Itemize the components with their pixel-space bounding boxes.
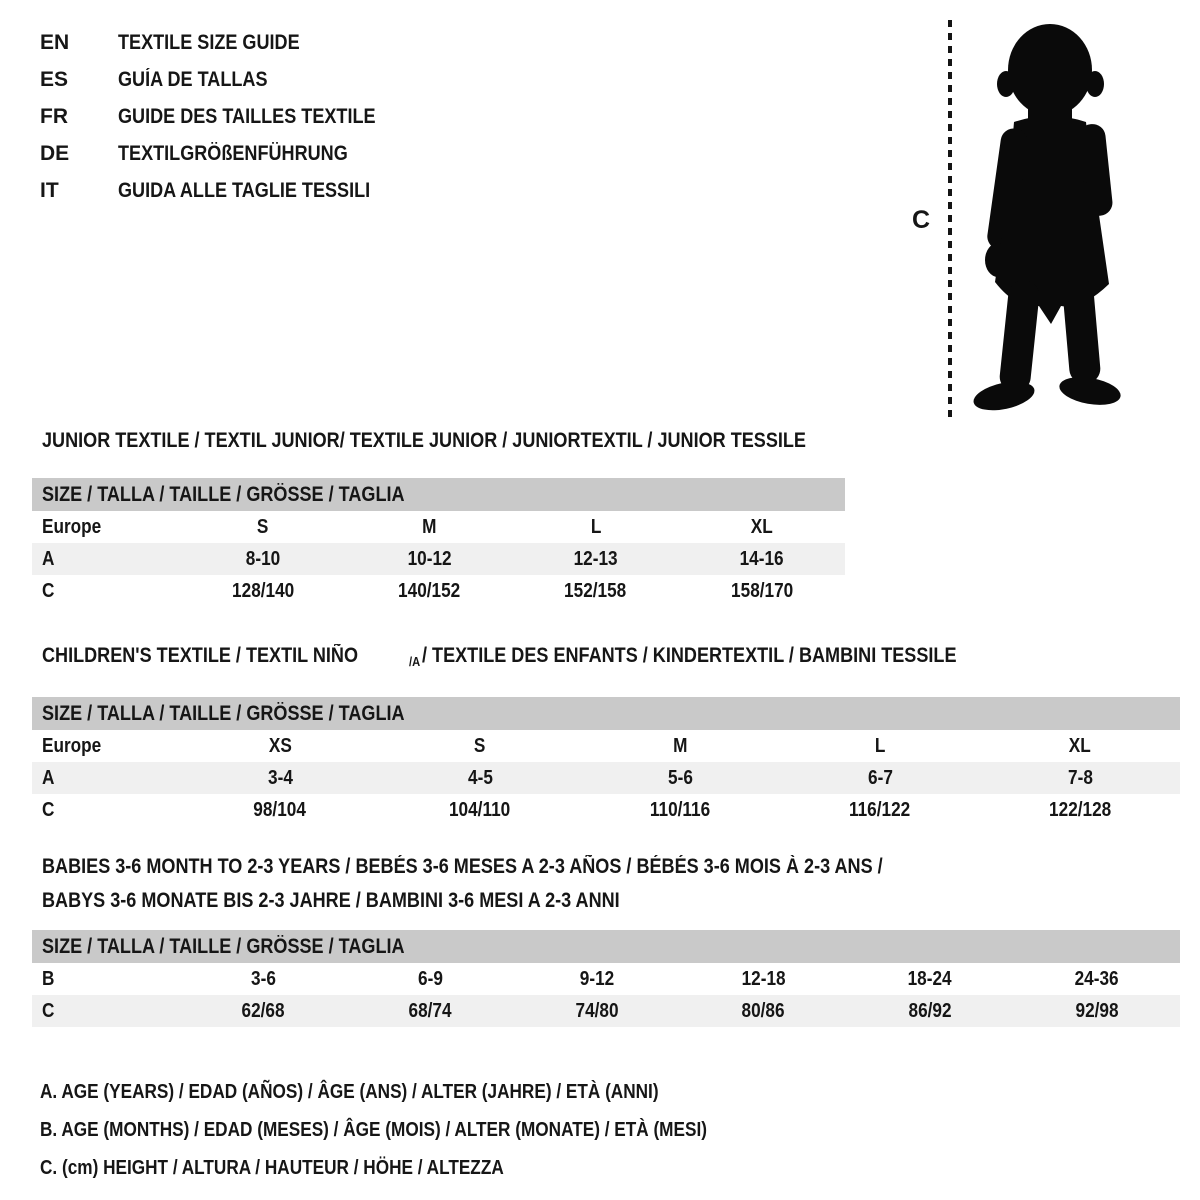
language-label: TEXTILE SIZE GUIDE [118,30,300,54]
value-cell: 86/92 [908,999,952,1022]
value-cell: 3-4 [267,766,293,789]
value-cell: XL [750,515,773,538]
value-cell: 6-7 [867,766,893,789]
value-cell: 104/110 [449,798,511,821]
table-row [32,730,1180,762]
section-title-children: CHILDREN'S TEXTILE / TEXTIL NIÑO /A/ TEXTILE DES ENFANTS / KINDERTEXTIL / BAMBINI TESSILE [42,645,1200,673]
value-cell: 62/68 [241,999,285,1022]
size-table-header: SIZE / TALLA / TAILLE / GRÖSSE / TAGLIA [32,478,845,511]
value-cell: 5-6 [667,766,693,789]
height-c-label: C [912,206,931,234]
value-cell: 68/74 [408,999,452,1022]
value-cell: 9-12 [579,967,614,990]
value-cell: 152/158 [564,579,627,602]
value-cell: 3-6 [250,967,276,990]
value-cell: L [874,734,886,757]
language-row [40,98,417,135]
height-measure-line [948,20,952,418]
table-row [32,794,1180,826]
table-row [32,543,845,575]
value-cell: 12-18 [741,967,786,990]
value-cell: 12-13 [573,547,618,570]
junior-table-rows [32,511,845,607]
language-label: GUIDE DES TAILLES TEXTILE [118,104,376,128]
value-cell: M [672,734,688,757]
value-cell: 80/86 [741,999,785,1022]
nino-a-subscript: /A [409,654,421,669]
language-code: IT [40,178,59,202]
value-cell: M [422,515,437,538]
toddler-silhouette-icon [962,12,1142,422]
row-label-cell: C [42,798,55,821]
language-code: ES [40,67,69,91]
row-label-cell: C [42,999,55,1022]
size-table-header: SIZE / TALLA / TAILLE / GRÖSSE / TAGLIA [32,697,1180,730]
value-cell: 14-16 [739,547,784,570]
children-table-rows [32,730,1180,826]
language-label: TEXTILGRÖßENFÜHRUNG [118,141,348,165]
value-cell: 116/122 [849,798,911,821]
section-children [32,645,1200,826]
language-row [40,24,417,61]
language-row [40,135,417,172]
value-cell: 158/170 [730,579,793,602]
value-cell: 92/98 [1075,999,1119,1022]
table-row [32,963,1180,995]
language-row [40,172,417,209]
babies-table-rows [32,963,1180,1027]
language-label: GUÍA DE TALLAS [118,67,268,91]
value-cell: 98/104 [253,798,307,821]
row-label-cell: A [42,766,55,789]
value-cell: 24-36 [1074,967,1119,990]
value-cell: XS [268,734,292,757]
size-table-header: SIZE / TALLA / TAILLE / GRÖSSE / TAGLIA [32,930,1180,963]
table-row [32,995,1180,1027]
section-junior [32,430,1200,607]
language-code: FR [40,104,68,128]
language-code: EN [40,30,70,54]
section-title-babies: BABIES 3-6 MONTH TO 2-3 YEARS / BEBÉS 3-6 MESES A 2-3 AÑOS / BÉBÉS 3-6 MOIS À 2-3 ANS / BABYS 3-6 MONATE BIS 2-3 JAHRE / BAMBINI 3-6 MESI A 2-3 ANNI [42,855,883,912]
legend-row-a: A. AGE (YEARS) / EDAD (AÑOS) / ÂGE (ANS) / ALTER (JAHRE) / ETÀ (ANNI) [40,1081,659,1103]
header-area [0,0,1200,426]
value-cell: 4-5 [467,766,493,789]
children-size-table [32,697,1180,826]
row-label-cell: Europe [42,734,102,757]
table-row [32,762,1180,794]
table-row [32,511,845,543]
row-label-cell: Europe [42,515,102,538]
value-cell: 128/140 [232,579,295,602]
value-cell: 140/152 [398,579,461,602]
value-cell: S [257,515,269,538]
section-title-junior: JUNIOR TEXTILE / TEXTIL JUNIOR/ TEXTILE JUNIOR / JUNIORTEXTIL / JUNIOR TESSILE [42,429,806,452]
language-code: DE [40,141,70,165]
section-babies [32,850,1200,1027]
value-cell: 8-10 [245,547,281,570]
language-list [40,24,417,209]
value-cell: 122/128 [1048,798,1112,821]
table-row [32,575,845,607]
value-cell: S [474,734,486,757]
value-cell: 10-12 [407,547,452,570]
value-cell: L [590,515,601,538]
junior-size-table [32,478,845,607]
legend [40,1073,1200,1187]
value-cell: XL [1069,734,1091,757]
legend-row-b: B. AGE (MONTHS) / EDAD (MESES) / ÂGE (MOIS) / ALTER (MONATE) / ETÀ (MESI) [40,1119,707,1141]
row-label-cell: C [42,579,55,602]
row-label-cell: B [42,967,55,990]
language-row [40,61,417,98]
language-label: GUIDA ALLE TAGLIE TESSILI [118,178,371,202]
value-cell: 6-9 [417,967,443,990]
babies-size-table [32,930,1180,1027]
value-cell: 74/80 [575,999,619,1022]
value-cell: 18-24 [908,967,953,990]
value-cell: 7-8 [1067,766,1093,789]
legend-row-c: C. (cm) HEIGHT / ALTURA / HAUTEUR / HÖHE / ALTEZZA [40,1157,504,1179]
value-cell: 110/116 [649,798,711,821]
row-label-cell: A [42,547,55,570]
